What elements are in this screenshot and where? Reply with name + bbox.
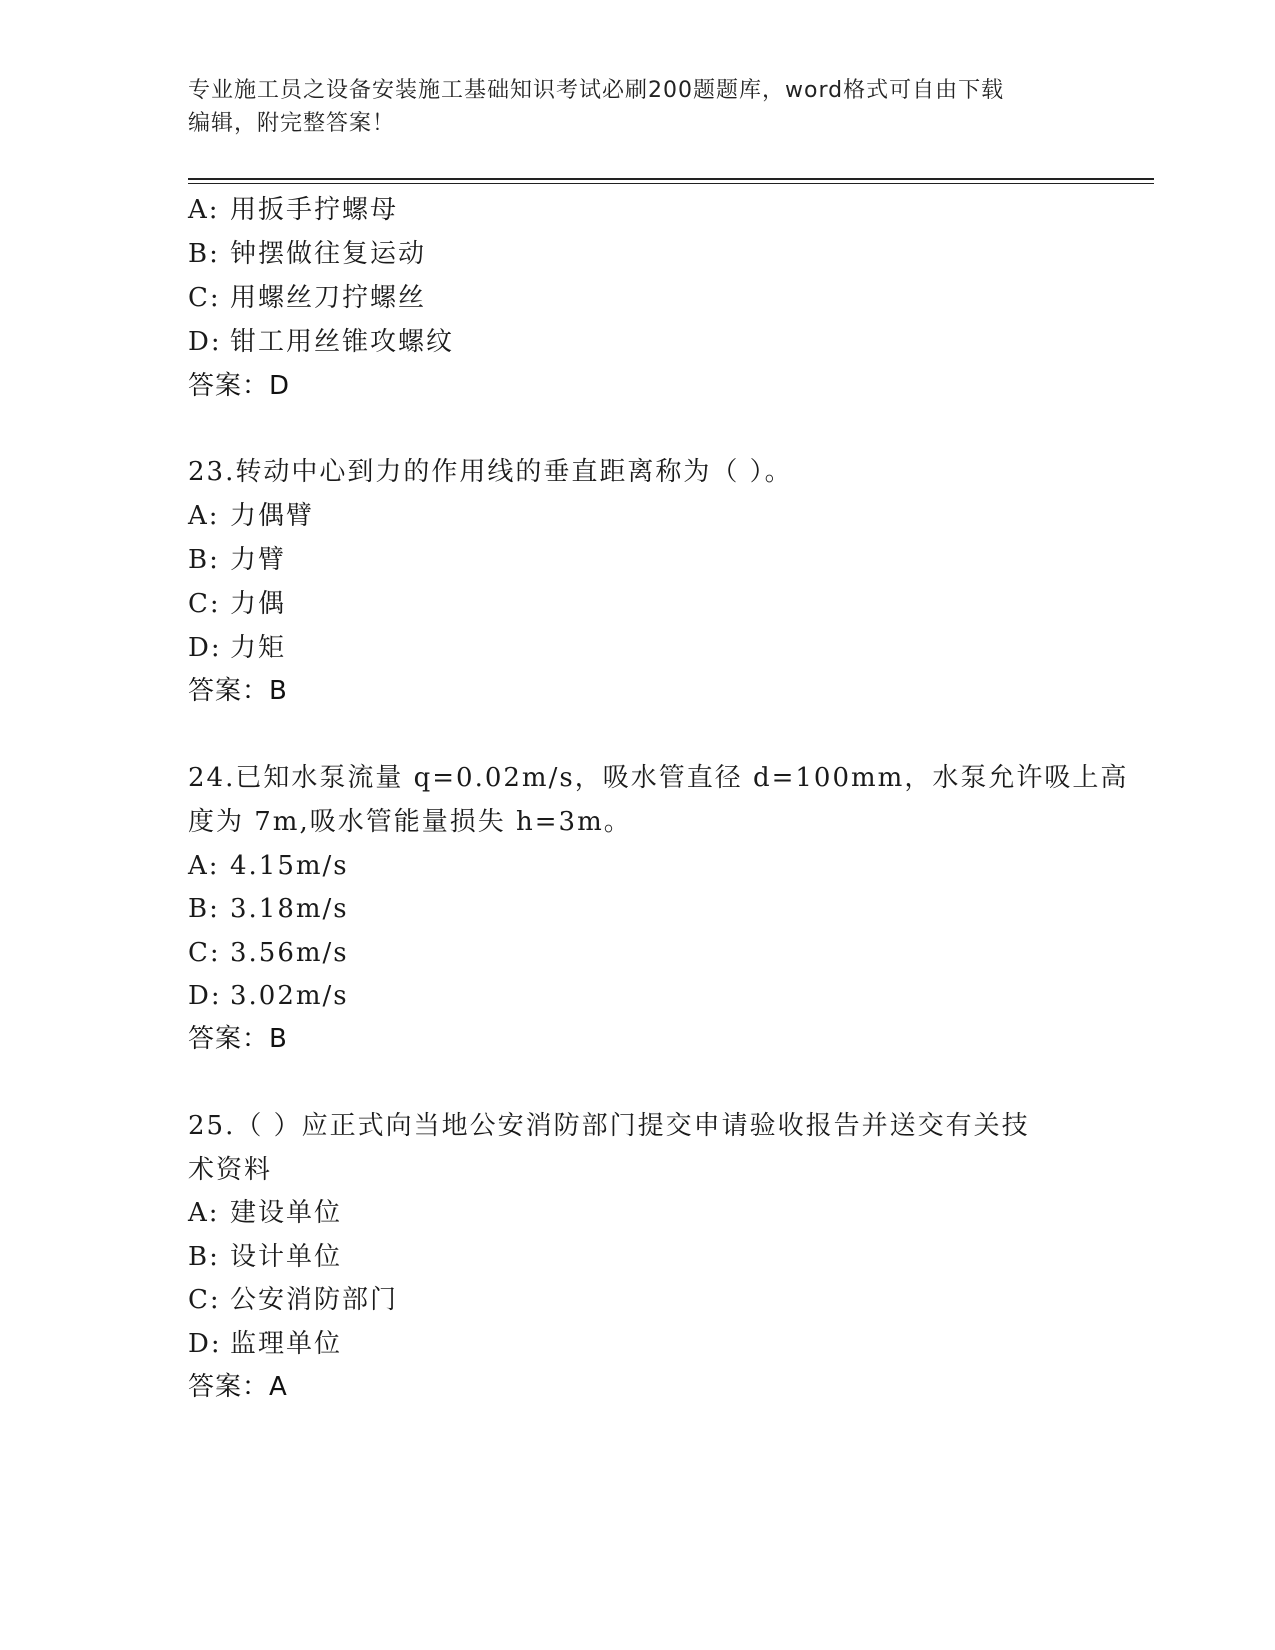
option-text: 3.02m/s xyxy=(230,981,349,1011)
option-letter: A: xyxy=(188,501,220,531)
option-letter: D: xyxy=(188,327,222,357)
q25-answer: 答案：A xyxy=(188,1372,288,1402)
option-letter: B: xyxy=(188,894,220,924)
header-divider-thick xyxy=(188,178,1154,180)
option-letter: C: xyxy=(188,1285,221,1315)
q25-stem-line-1: 25.（ ）应正式向当地公安消防部门提交申请验收报告并送交有关技 xyxy=(188,1111,1030,1141)
q23-option-d xyxy=(188,631,286,665)
option-text: 设计单位 xyxy=(230,1242,343,1272)
option-text: 力臂 xyxy=(230,545,287,575)
header-title-line-2: 编辑，附完整答案！ xyxy=(188,111,396,136)
header-title-line-1: 专业施工员之设备安装施工基础知识考试必刷200题题库，word格式可自由下载 xyxy=(188,78,1005,103)
option-text: 用螺丝刀拧螺丝 xyxy=(230,283,427,313)
option-letter: A: xyxy=(188,1198,220,1228)
q22-option-b xyxy=(188,237,426,271)
option-letter: A: xyxy=(188,195,220,225)
option-text: 3.56m/s xyxy=(230,938,349,968)
q22-option-c xyxy=(188,281,426,315)
option-text: 钳工用丝锥攻螺纹 xyxy=(230,327,455,357)
option-text: 4.15m/s xyxy=(230,851,349,881)
q25-option-d xyxy=(188,1327,342,1361)
option-letter: C: xyxy=(188,589,221,619)
option-text: 力偶 xyxy=(230,589,287,619)
q24-answer: 答案：B xyxy=(188,1024,288,1054)
option-letter: B: xyxy=(188,545,220,575)
q23-option-c xyxy=(188,587,286,621)
q23-stem: 23.转动中心到力的作用线的垂直距离称为（ ）。 xyxy=(188,457,793,487)
q22-option-d xyxy=(188,325,454,359)
q24-option-c xyxy=(188,936,349,970)
q24-option-b xyxy=(188,892,349,926)
q24-stem-line-1: 24.已知水泵流量 q=0.02m/s，吸水管直径 d=100mm，水泵允许吸上高 xyxy=(188,763,1129,793)
q22-answer: 答案：D xyxy=(188,371,291,401)
q24-option-a xyxy=(188,849,349,883)
option-text: 3.18m/s xyxy=(230,894,349,924)
option-text: 钟摆做往复运动 xyxy=(230,239,427,269)
option-text: 监理单位 xyxy=(230,1329,343,1359)
q24-stem-line-2: 度为 7m,吸水管能量损失 h=3m。 xyxy=(188,807,632,837)
option-letter: C: xyxy=(188,938,221,968)
option-letter: A: xyxy=(188,851,220,881)
header-divider-thin xyxy=(188,183,1154,184)
q22-option-a xyxy=(188,193,398,227)
option-text: 力矩 xyxy=(230,633,287,663)
option-letter: D: xyxy=(188,633,222,663)
option-letter: D: xyxy=(188,981,222,1011)
option-text: 公安消防部门 xyxy=(230,1285,399,1315)
document-header xyxy=(188,74,1068,140)
q23-answer: 答案：B xyxy=(188,676,288,706)
q25-option-a xyxy=(188,1196,342,1230)
q25-stem-line-2: 术资料 xyxy=(188,1155,273,1185)
q25-option-b xyxy=(188,1240,342,1274)
q25-option-c xyxy=(188,1283,398,1317)
q23-option-b xyxy=(188,543,286,577)
q24-option-d xyxy=(188,979,349,1013)
option-text: 建设单位 xyxy=(230,1198,343,1228)
option-letter: C: xyxy=(188,283,221,313)
option-letter: D: xyxy=(188,1329,222,1359)
q23-option-a xyxy=(188,499,314,533)
option-letter: B: xyxy=(188,1242,220,1272)
option-letter: B: xyxy=(188,239,220,269)
option-text: 用扳手拧螺母 xyxy=(230,195,399,225)
option-text: 力偶臂 xyxy=(230,501,315,531)
